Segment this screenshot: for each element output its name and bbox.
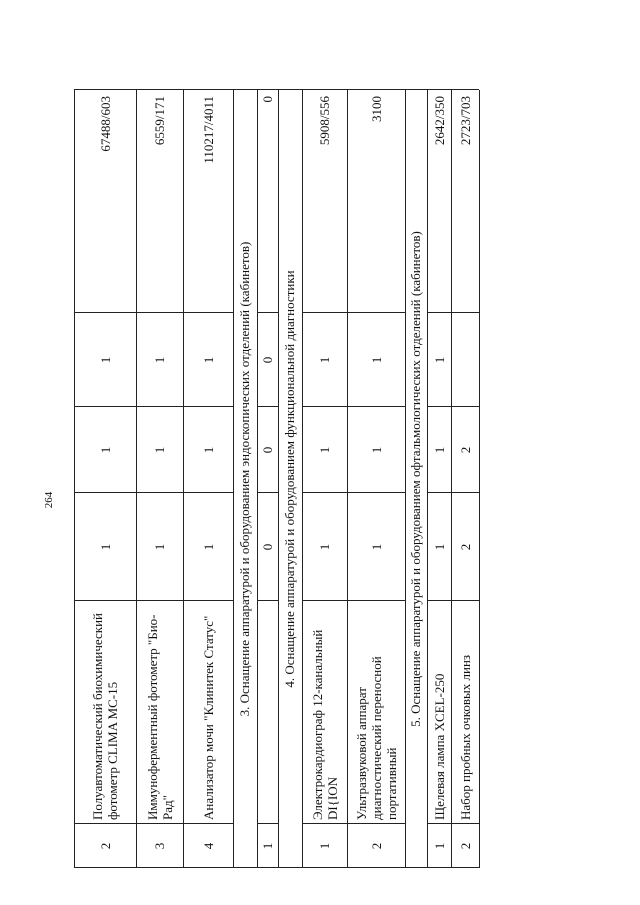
cost-cell: 0 (260, 96, 275, 103)
quantity-cell: 1 (317, 446, 332, 454)
quantity-cell: 1 (368, 356, 384, 364)
equipment-name: Полуавтоматический биохимический фотометр CLIMA MC-15 (90, 613, 120, 820)
section-title: 5. Оснащение аппаратурой и оборудованием офтальмологических отделений (кабинетов) (408, 231, 423, 727)
row-number: 3 (152, 842, 167, 850)
quantity-cell: 1 (200, 543, 216, 551)
quantity-cell: 2 (457, 543, 473, 551)
quantity-cell: 1 (152, 543, 167, 551)
quantity-cell: 1 (431, 543, 447, 551)
equipment-name: Щелевая лампа XCEL-250 (431, 673, 447, 820)
quantity-cell: 0 (260, 446, 275, 454)
equipment-name: Электрокардиограф 12-канальный DI{ION (309, 629, 340, 820)
quantity-cell: 2 (457, 446, 473, 454)
quantity-cell: 0 (260, 356, 275, 364)
row-number: 2 (457, 842, 473, 850)
quantity-cell: 0 (260, 543, 275, 551)
equipment-name: Иммуноферментный фотометр "Био-Рад" (144, 614, 175, 820)
equipment-table (74, 90, 476, 868)
cost-cell: 2723/703 (457, 96, 473, 146)
equipment-name: Анализатор мочи "Клинитек Статус" (200, 615, 216, 820)
cost-cell: 67488/603 (97, 96, 113, 152)
section-title: 3. Оснащение аппаратурой и оборудованием эндоскопических отделений (кабинетов) (237, 241, 252, 717)
quantity-cell: 1 (368, 446, 384, 454)
quantity-cell: 1 (368, 543, 384, 551)
quantity-cell: 1 (200, 446, 216, 454)
equipment-name (257, 601, 278, 824)
row-number: 2 (368, 842, 384, 850)
row-border (479, 90, 480, 868)
row-number: 2 (97, 842, 113, 850)
quantity-cell: 1 (97, 356, 113, 364)
equipment-name: Ультразвуковой аппарат диагностический переносной портативный (353, 656, 399, 820)
cost-cell: 3100 (368, 96, 384, 122)
cost-cell: 2642/350 (431, 96, 447, 146)
quantity-cell: 1 (97, 543, 113, 551)
quantity-cell: 1 (97, 446, 113, 454)
section-title: 4. Оснащение аппаратурой и оборудованием функциональной диагностики (282, 270, 297, 688)
equipment-name: Набор пробных очковых линз (457, 654, 473, 820)
page-number: 264 (43, 491, 55, 509)
row-number: 1 (260, 842, 275, 850)
cost-cell: 5908/556 (317, 96, 332, 146)
quantity-cell (451, 313, 479, 407)
quantity-cell: 1 (431, 446, 447, 454)
quantity-cell: 1 (431, 356, 447, 364)
quantity-cell: 1 (152, 356, 167, 364)
row-number: 1 (317, 842, 332, 850)
row-number: 4 (200, 842, 216, 850)
quantity-cell: 1 (152, 446, 167, 454)
quantity-cell: 1 (200, 356, 216, 364)
row-number: 1 (431, 842, 447, 850)
quantity-cell: 1 (317, 543, 332, 551)
quantity-cell: 1 (317, 356, 332, 364)
cost-cell: 110217/4011 (200, 96, 216, 164)
cost-cell: 6559/171 (152, 96, 167, 146)
